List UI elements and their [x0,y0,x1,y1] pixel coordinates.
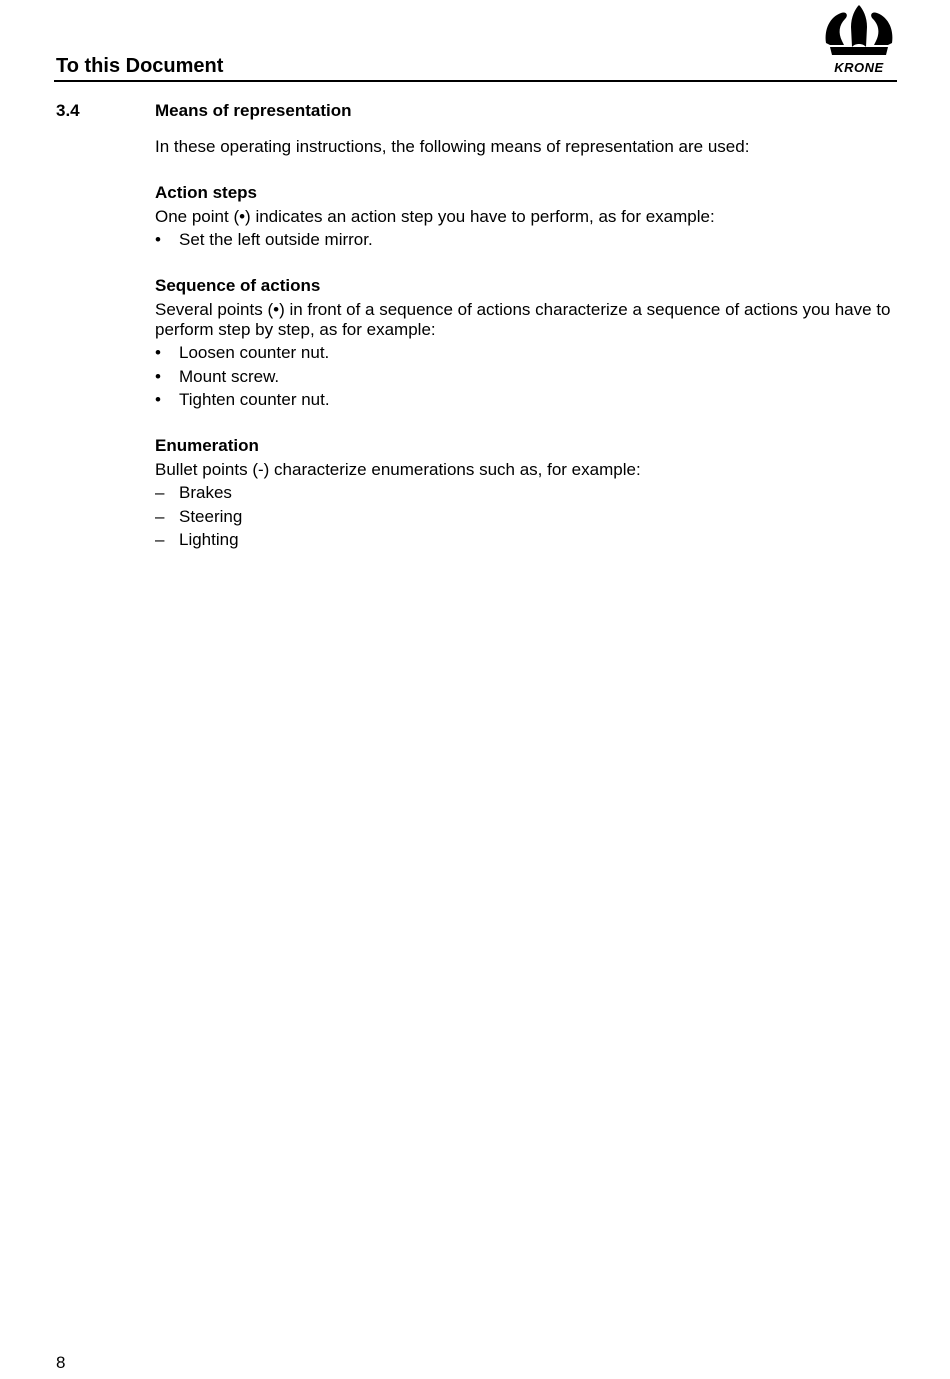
enumeration-text: Bullet points (-) characterize enumerations such as, for example: [155,460,641,479]
list-item [155,343,895,363]
action-steps-heading: Action steps [155,183,258,202]
krone-logo [822,3,896,75]
sequence-text: Several points (•) in front of a sequence of actions characterize a sequence of actions you have to perform step by step, as for example: [155,300,891,339]
page-header-title: To this Document [56,55,224,77]
sequence-list [155,343,895,410]
bullet-marker: • [155,343,161,362]
action-steps-block [155,183,895,250]
list-item-text: Lighting [179,530,239,549]
list-item-text: Set the left outside mirror. [179,230,373,249]
enumeration-block [155,436,895,550]
bullet-marker: • [155,390,161,409]
list-item-text: Loosen counter nut. [179,343,330,362]
bullet-marker: • [155,230,161,249]
list-item-text: Mount screw. [179,366,280,386]
list-item [155,367,895,387]
bullet-marker: • [155,366,161,386]
list-item [155,483,895,503]
dash-marker: – [155,483,165,502]
list-item-text: Brakes [179,483,232,502]
list-item [155,507,895,527]
logo-text: KRONE [834,60,884,75]
sequence-of-actions-block [155,276,895,410]
dash-marker: – [155,530,165,549]
action-steps-text: One point (•) indicates an action step you have to perform, as for example: [155,207,715,226]
list-item-text: Tighten counter nut. [179,390,330,409]
section-number: 3.4 [56,101,80,120]
section-intro: In these operating instructions, the following means of representation are used: [155,137,750,156]
enumeration-list [155,483,895,550]
page-number: 8 [56,1353,66,1372]
section-content [155,101,895,554]
list-item [155,390,895,410]
sequence-heading: Sequence of actions [155,276,321,295]
list-item [155,230,895,250]
dash-marker: – [155,506,165,526]
list-item-text: Steering [179,506,243,526]
list-item [155,530,895,550]
action-steps-list [155,230,895,250]
enumeration-heading: Enumeration [155,436,259,455]
section-title: Means of representation [155,101,352,120]
header-rule [54,80,897,82]
